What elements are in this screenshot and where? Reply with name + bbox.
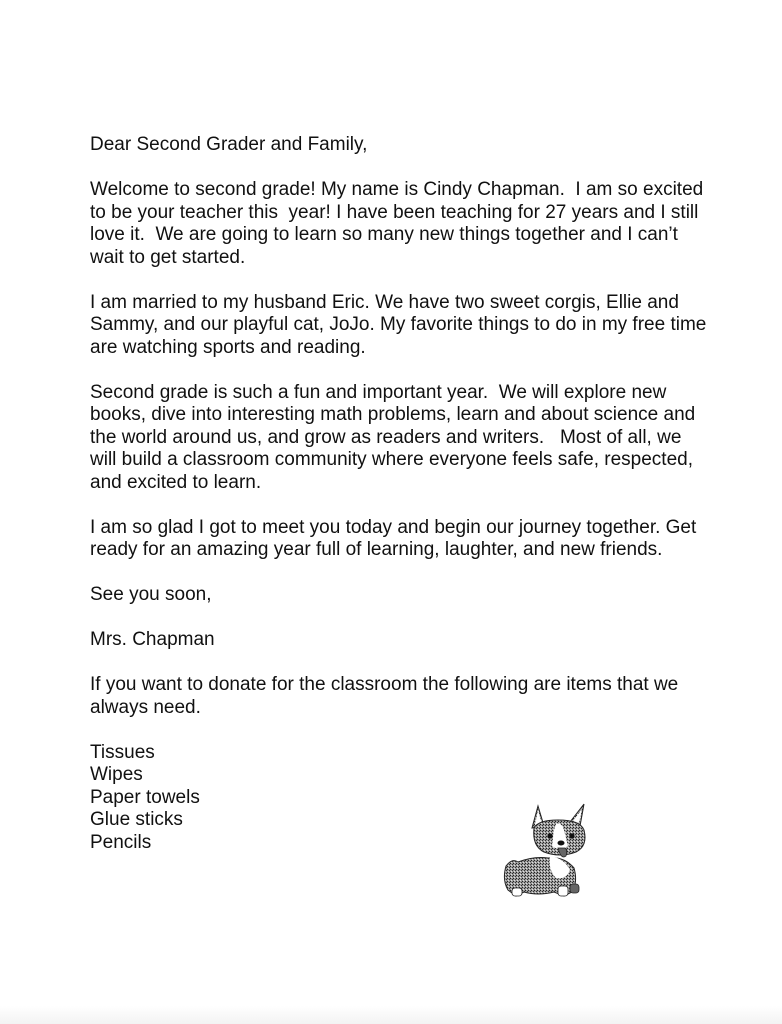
greeting: Dear Second Grader and Family, (90, 134, 368, 155)
paragraph-family: I am married to my husband Eric. We have two sweet corgis, Ellie and Sammy, and our playful cat, JoJo. My favorite things to do in my free time are watching sports and reading. (90, 291, 712, 358)
supply-item: Glue sticks (90, 809, 183, 830)
supply-item: Paper towels (90, 786, 200, 808)
supply-item: Pencils (90, 831, 152, 853)
corgi-illustration-icon (498, 800, 590, 900)
supplies-list (90, 742, 710, 855)
letter-body (90, 134, 710, 854)
supply-item: Wipes (90, 764, 143, 785)
paragraph-welcome: Welcome to second grade! My name is Cindy Chapman. I am so excited to be your teacher this year! I have been teaching for 27 years and I still love it. We are going to learn so many new things together and I can’t wait to get started. (90, 179, 709, 268)
paragraph-journey: I am so glad I got to meet you today and begin our journey together. Get ready for an amazing year full of learning, laughter, and new friends. (90, 516, 702, 560)
paragraph-second-grade: Second grade is such a fun and important year. We will explore new books, dive into interesting math problems, learn and about science and the world around us, and grow as readers and writers. Most of all, we will build a classroom community where everyone feels safe, respected, and excited to learn. (90, 381, 701, 493)
supply-item: Tissues (90, 741, 155, 763)
page-edge-shade (0, 1006, 782, 1024)
signature: Mrs. Chapman (90, 629, 215, 650)
donation-note: If you want to donate for the classroom the following are items that we always need. (90, 674, 684, 718)
closing: See you soon, (90, 584, 212, 605)
